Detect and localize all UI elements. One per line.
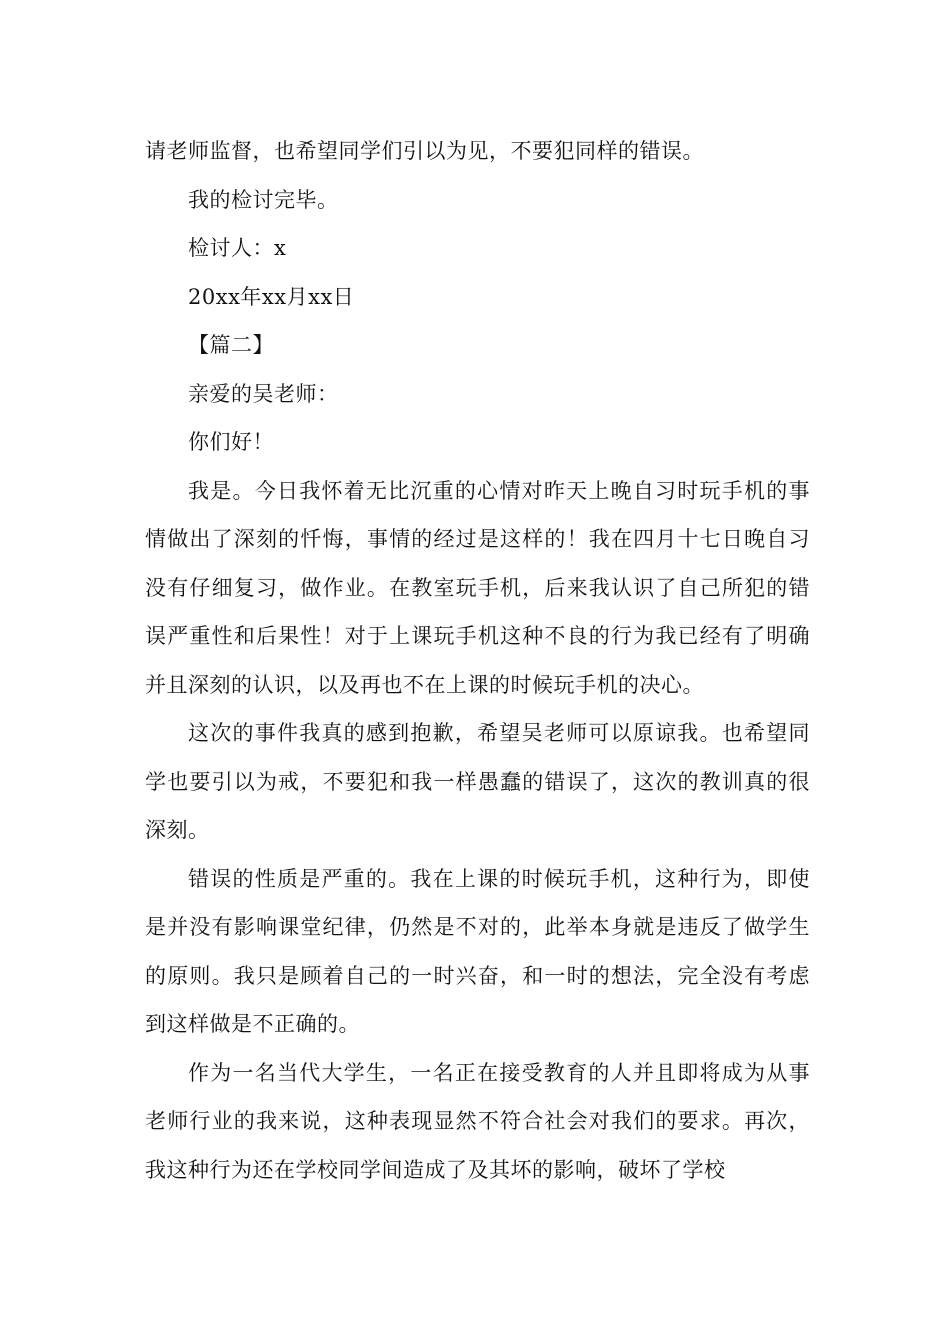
date-line: 20xx年xx月xx日	[188, 284, 355, 309]
body-paragraph: 作为一名当代大学生，一名正在接受教育的人并且即将成为从事老师行业的我来说，这种表现显然不符合社会对我们的要求。再次，我这种行为还在学校同学间造成了及其坏的影响，破坏了学校	[145, 1060, 810, 1182]
paragraph-continuation: 请老师监督，也希望同学们引以为见，不要犯同样的错误。	[145, 139, 704, 163]
signature-line: 检讨人：x	[188, 236, 287, 260]
body-paragraph: 这次的事件我真的感到抱歉，希望吴老师可以原谅我。也希望同学也要引以为戒，不要犯和我一样愚蠢的错误了，这次的教训真的很深刻。	[145, 721, 810, 842]
body-paragraph: 错误的性质是严重的。我在上课的时候玩手机，这种行为，即使是并没有影响课堂纪律，仍然是不对的，此举本身就是违反了做学生的原则。我只是顾着自己的一时兴奋，和一时的想法，完全没有考虑到这样做是不正确的。	[145, 866, 810, 1036]
salutation: 亲爱的吴老师：	[188, 381, 339, 406]
body-paragraph: 我是。今日我怀着无比沉重的心情对昨天上晚自习时玩手机的事情做出了深刻的忏悔，事情的经过是这样的！我在四月十七日晚自习没有仔细复习，做作业。在教室玩手机，后来我认识了自己所犯的错误严重性和后果性！对于上课玩手机这种不良的行为我已经有了明确并且深刻的认识，以及再也不在上课的时候玩手机的决心。	[145, 478, 810, 697]
section-heading: 【篇二】	[188, 333, 274, 357]
greeting: 你们好！	[188, 430, 274, 454]
document-body	[145, 127, 810, 1194]
closing-line: 我的检讨完毕。	[188, 187, 339, 212]
